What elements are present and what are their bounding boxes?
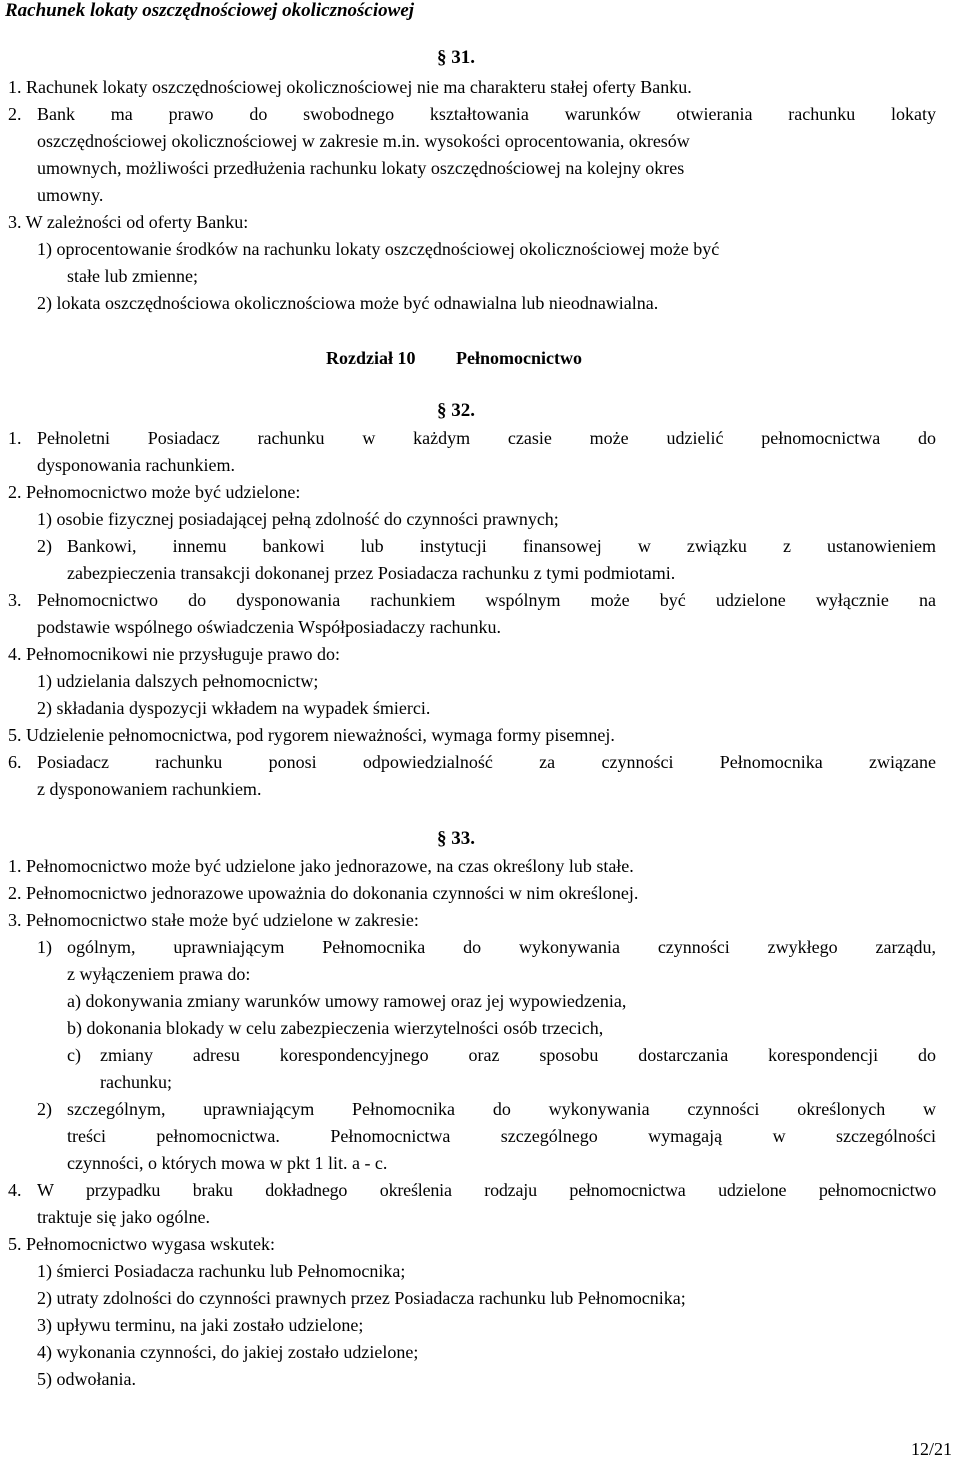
s32-item-1-line1: Pełnoletni Posiadacz rachunku w każdym czasie może udzielić pełnomocnictwa do <box>37 428 936 448</box>
s31-item-3-1-line2: stałe lub zmienne; <box>67 266 198 286</box>
s33-item-4-number: 4. <box>8 1180 22 1200</box>
s33-item-4-line1: W przypadku braku dokładnego określenia rodzaju pełnomocnictwa udzielone pełnomocnictwo <box>37 1180 936 1200</box>
s32-item-4: 4. Pełnomocnikowi nie przysługuje prawo do: <box>8 644 340 664</box>
s32-item-1-number: 1. <box>8 428 22 448</box>
s33-item-2: 2. Pełnomocnictwo jednorazowe upoważnia do dokonania czynności w nim określonej. <box>8 883 639 903</box>
s33-item-3-1-c-line2: rachunku; <box>100 1072 172 1092</box>
s31-item-2-number: 2. <box>8 104 22 124</box>
page-number: 12/21 <box>910 1439 952 1459</box>
s31-item-3-1-line1: 1) oprocentowanie środków na rachunku lokaty oszczędnościowej okolicznościowej może być <box>37 239 720 259</box>
s33-item-5-5: 5) odwołania. <box>37 1369 136 1389</box>
s33-item-5-4: 4) wykonania czynności, do jakiej zostało udzielone; <box>37 1342 419 1362</box>
s32-item-1-line2: dysponowania rachunkiem. <box>37 455 235 475</box>
s32-item-4-2: 2) składania dyspozycji wkładem na wypadek śmierci. <box>37 698 431 718</box>
s31-item-3: 3. W zależności od oferty Banku: <box>8 212 249 232</box>
s32-item-2: 2. Pełnomocnictwo może być udzielone: <box>8 482 301 502</box>
s33-item-3-1-line2: z wyłączeniem prawa do: <box>67 964 251 984</box>
section-31-title: § 31. <box>437 47 475 68</box>
section-33-title: § 33. <box>437 828 475 849</box>
s32-item-2-2-line2: zabezpieczenia transakcji dokonanej przez Posiadacza rachunku z tymi podmiotami. <box>67 563 676 583</box>
s31-item-2-line4: umowny. <box>37 185 104 205</box>
s33-item-3-1-c-line1: zmiany adresu korespondencyjnego oraz sposobu dostarczania korespondencji do <box>100 1045 936 1065</box>
s33-item-3-1-a: a) dokonywania zmiany warunków umowy ramowej oraz jej wypowiedzenia, <box>67 991 627 1011</box>
s33-item-3-2-line2: treści pełnomocnictwa. Pełnomocnictwa szczególnego wymagają w szczególności <box>67 1126 936 1146</box>
s33-item-1: 1. Pełnomocnictwo może być udzielone jako jednorazowe, na czas określony lub stałe. <box>8 856 634 876</box>
s33-item-5: 5. Pełnomocnictwo wygasa wskutek: <box>8 1234 275 1254</box>
s31-item-1: 1. Rachunek lokaty oszczędnościowej okolicznościowej nie ma charakteru stałej oferty Banku. <box>8 77 692 97</box>
s33-item-3-2-number: 2) <box>37 1099 52 1119</box>
s32-item-6-line2: z dysponowaniem rachunkiem. <box>37 779 262 799</box>
s32-item-2-2-number: 2) <box>37 536 52 556</box>
s31-item-2-line1: Bank ma prawo do swobodnego kształtowania warunków otwierania rachunku lokaty <box>37 104 936 124</box>
chapter-title: Pełnomocnictwo <box>456 348 582 368</box>
s33-item-3-1-number: 1) <box>37 937 52 957</box>
s32-item-4-1: 1) udzielania dalszych pełnomocnictw; <box>37 671 319 691</box>
s31-item-3-2: 2) lokata oszczędnościowa okolicznościowa może być odnawialna lub nieodnawialna. <box>37 293 659 313</box>
section-32-title: § 32. <box>437 400 475 421</box>
s33-item-3-1-c-number: c) <box>67 1045 81 1065</box>
s32-item-6-line1: Posiadacz rachunku ponosi odpowiedzialność za czynności Pełnomocnika związane <box>37 752 936 772</box>
s31-item-2-line3: umownych, możliwości przedłużenia rachunku lokaty oszczędnościowej na kolejny okres <box>37 158 685 178</box>
s32-item-2-2-line1: Bankowi, innemu bankowi lub instytucji finansowej w związku z ustanowieniem <box>67 536 936 556</box>
s31-item-2-line2: oszczędnościowej okolicznościowej w zakresie m.in. wysokości oprocentowania, okresów <box>37 131 690 151</box>
s33-item-5-3: 3) upływu terminu, na jaki zostało udzielone; <box>37 1315 364 1335</box>
s32-item-3-line2: podstawie wspólnego oświadczenia Współposiadaczy rachunku. <box>37 617 502 637</box>
s33-item-5-1: 1) śmierci Posiadacza rachunku lub Pełnomocnika; <box>37 1261 406 1281</box>
s32-item-3-line1: Pełnomocnictwo do dysponowania rachunkiem wspólnym może być udzielone wyłącznie na <box>37 590 936 610</box>
s33-item-3-1-b: b) dokonania blokady w celu zabezpieczenia wierzytelności osób trzecich, <box>67 1018 604 1038</box>
s32-item-3-number: 3. <box>8 590 22 610</box>
s33-item-3-2-line1: szczególnym, uprawniającym Pełnomocnika do wykonywania czynności określonych w <box>67 1099 936 1119</box>
s33-item-3-2-line3: czynności, o których mowa w pkt 1 lit. a - c. <box>67 1153 388 1173</box>
s32-item-6-number: 6. <box>8 752 22 772</box>
s33-item-3-1-line1: ogólnym, uprawniającym Pełnomocnika do wykonywania czynności zwykłego zarządu, <box>67 937 936 957</box>
s32-item-5: 5. Udzielenie pełnomocnictwa, pod rygorem nieważności, wymaga formy pisemnej. <box>8 725 615 745</box>
document-header: Rachunek lokaty oszczędnościowej okolicznościowej <box>5 0 415 21</box>
s33-item-5-2: 2) utraty zdolności do czynności prawnych przez Posiadacza rachunku lub Pełnomocnika; <box>37 1288 686 1308</box>
s33-item-4-line2: traktuje się jako ogólne. <box>37 1207 210 1227</box>
chapter-number: Rozdział 10 <box>326 348 416 368</box>
s32-item-2-1: 1) osobie fizycznej posiadającej pełną zdolność do czynności prawnych; <box>37 509 559 529</box>
s33-item-3: 3. Pełnomocnictwo stałe może być udzielone w zakresie: <box>8 910 419 930</box>
